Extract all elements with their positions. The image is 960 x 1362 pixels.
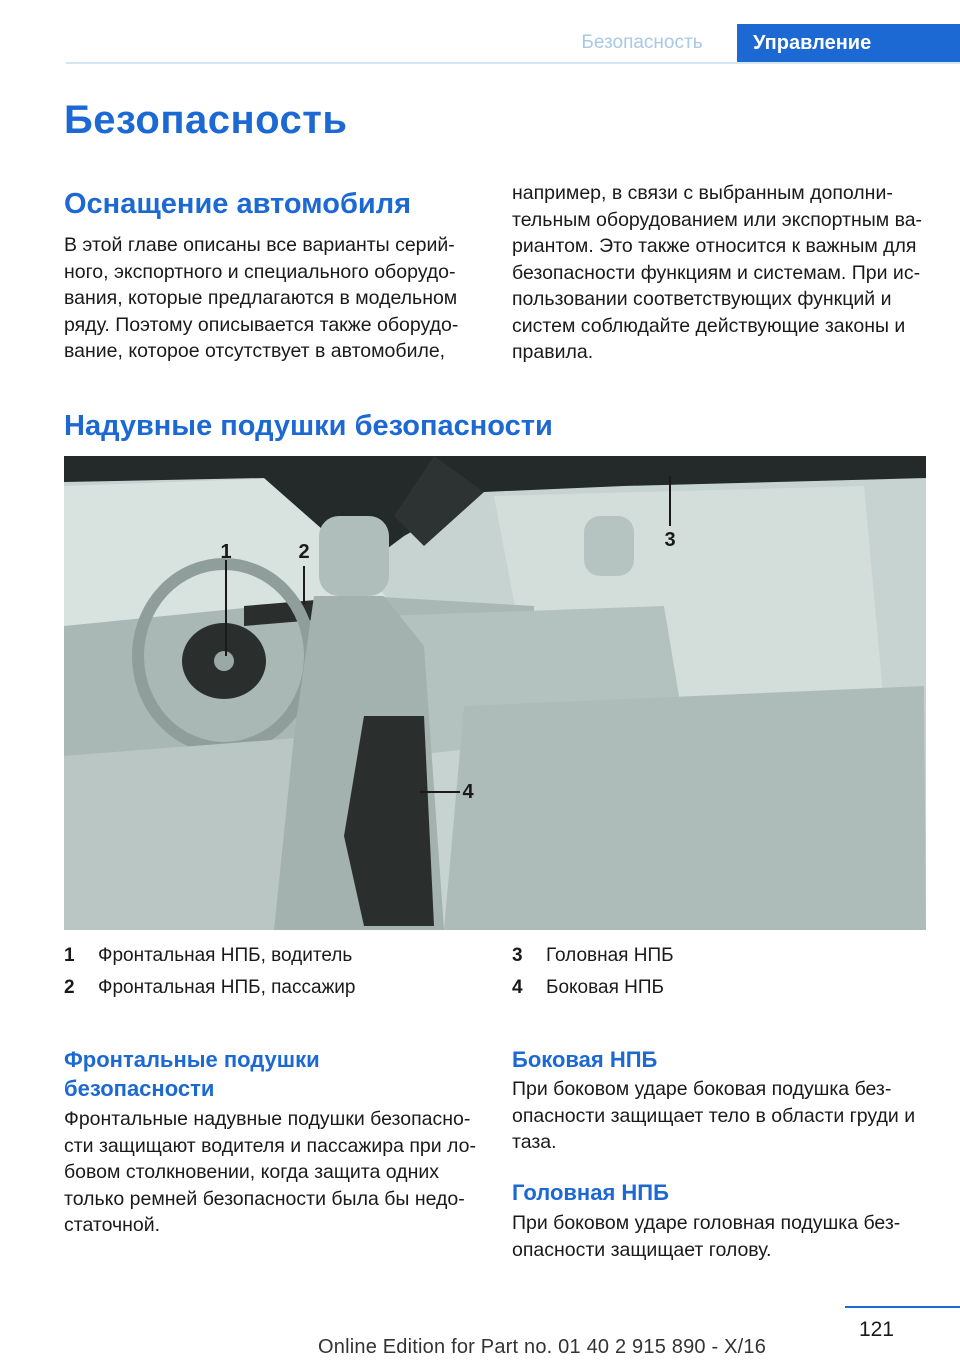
footer-edition: Online Edition for Part no. 01 40 2 915 890 - X/16	[318, 1336, 767, 1358]
equipment-text-col2: например, в связи с выбранным дополни-тельным оборудованием или экспортным ва-риантом. Это также относится к важным для безопасности функциям и системам. При ис-пользовании соответствующих функций и систем соблюдайте действующие законы и правила.	[512, 182, 923, 363]
section-tab[interactable]: Безопасность	[581, 32, 703, 53]
legend-item	[64, 972, 484, 1004]
airbags-heading: Надувные подушки безопасности	[64, 410, 553, 442]
figure-legend-left	[64, 940, 484, 1004]
rear-headrest	[584, 516, 634, 576]
footer-rule	[845, 1306, 960, 1308]
legend-label: Головная НПБ	[546, 945, 674, 966]
legend-number: 2	[64, 977, 75, 998]
chapter-tab[interactable]: Управление	[737, 24, 960, 62]
callout-number-1: 1	[220, 541, 232, 563]
page-number: 121	[858, 1318, 894, 1341]
callout-number-2: 2	[298, 541, 310, 563]
header-rule	[66, 62, 960, 64]
side-airbag-text: При боковом ударе боковая подушка без-опасности защищает тело в области груди и таза.	[512, 1078, 916, 1153]
legend-label: Боковая НПБ	[546, 977, 664, 998]
front-airbags-text: Фронтальные надувные подушки безопасно-сти защищают водителя и пассажира при ло-бовом столкновении, когда защита одних только ремней безопасности была бы недо-статочной.	[64, 1108, 476, 1236]
legend-number: 4	[512, 977, 523, 998]
front-airbags-heading: Фронтальные подушки безопасности	[64, 1047, 320, 1101]
equipment-text-col1: В этой главе описаны все варианты серий-ного, экспортного и специального оборудо-вания, которые предлагаются в модельном ряду. Поэтому описывается также оборудо-вание, которое отсутствует в автомобиле,	[64, 234, 459, 362]
legend-item	[512, 940, 932, 972]
legend-number: 1	[64, 945, 75, 966]
legend-item	[64, 940, 484, 972]
callout-number-3: 3	[664, 529, 676, 551]
legend-item	[512, 972, 932, 1004]
front-headrest	[319, 516, 389, 596]
legend-label: Фронтальная НПБ, водитель	[98, 945, 353, 966]
figure-legend-right	[512, 940, 932, 1004]
side-airbag-heading: Боковая НПБ	[512, 1047, 658, 1072]
steering-wheel-logo	[214, 651, 234, 671]
rear-seat-shape	[444, 686, 926, 930]
car-interior-airbags-illustration	[64, 456, 926, 930]
page-title: Безопасность	[64, 98, 348, 142]
legend-number: 3	[512, 945, 523, 966]
head-airbag-text: При боковом ударе головная подушка без-опасности защищает голову.	[512, 1212, 901, 1261]
equipment-heading: Оснащение автомобиля	[64, 188, 412, 220]
car-interior-svg	[64, 456, 926, 930]
head-airbag-heading: Головная НПБ	[512, 1180, 669, 1205]
legend-label: Фронтальная НПБ, пассажир	[98, 977, 356, 998]
callout-number-4: 4	[462, 781, 474, 803]
